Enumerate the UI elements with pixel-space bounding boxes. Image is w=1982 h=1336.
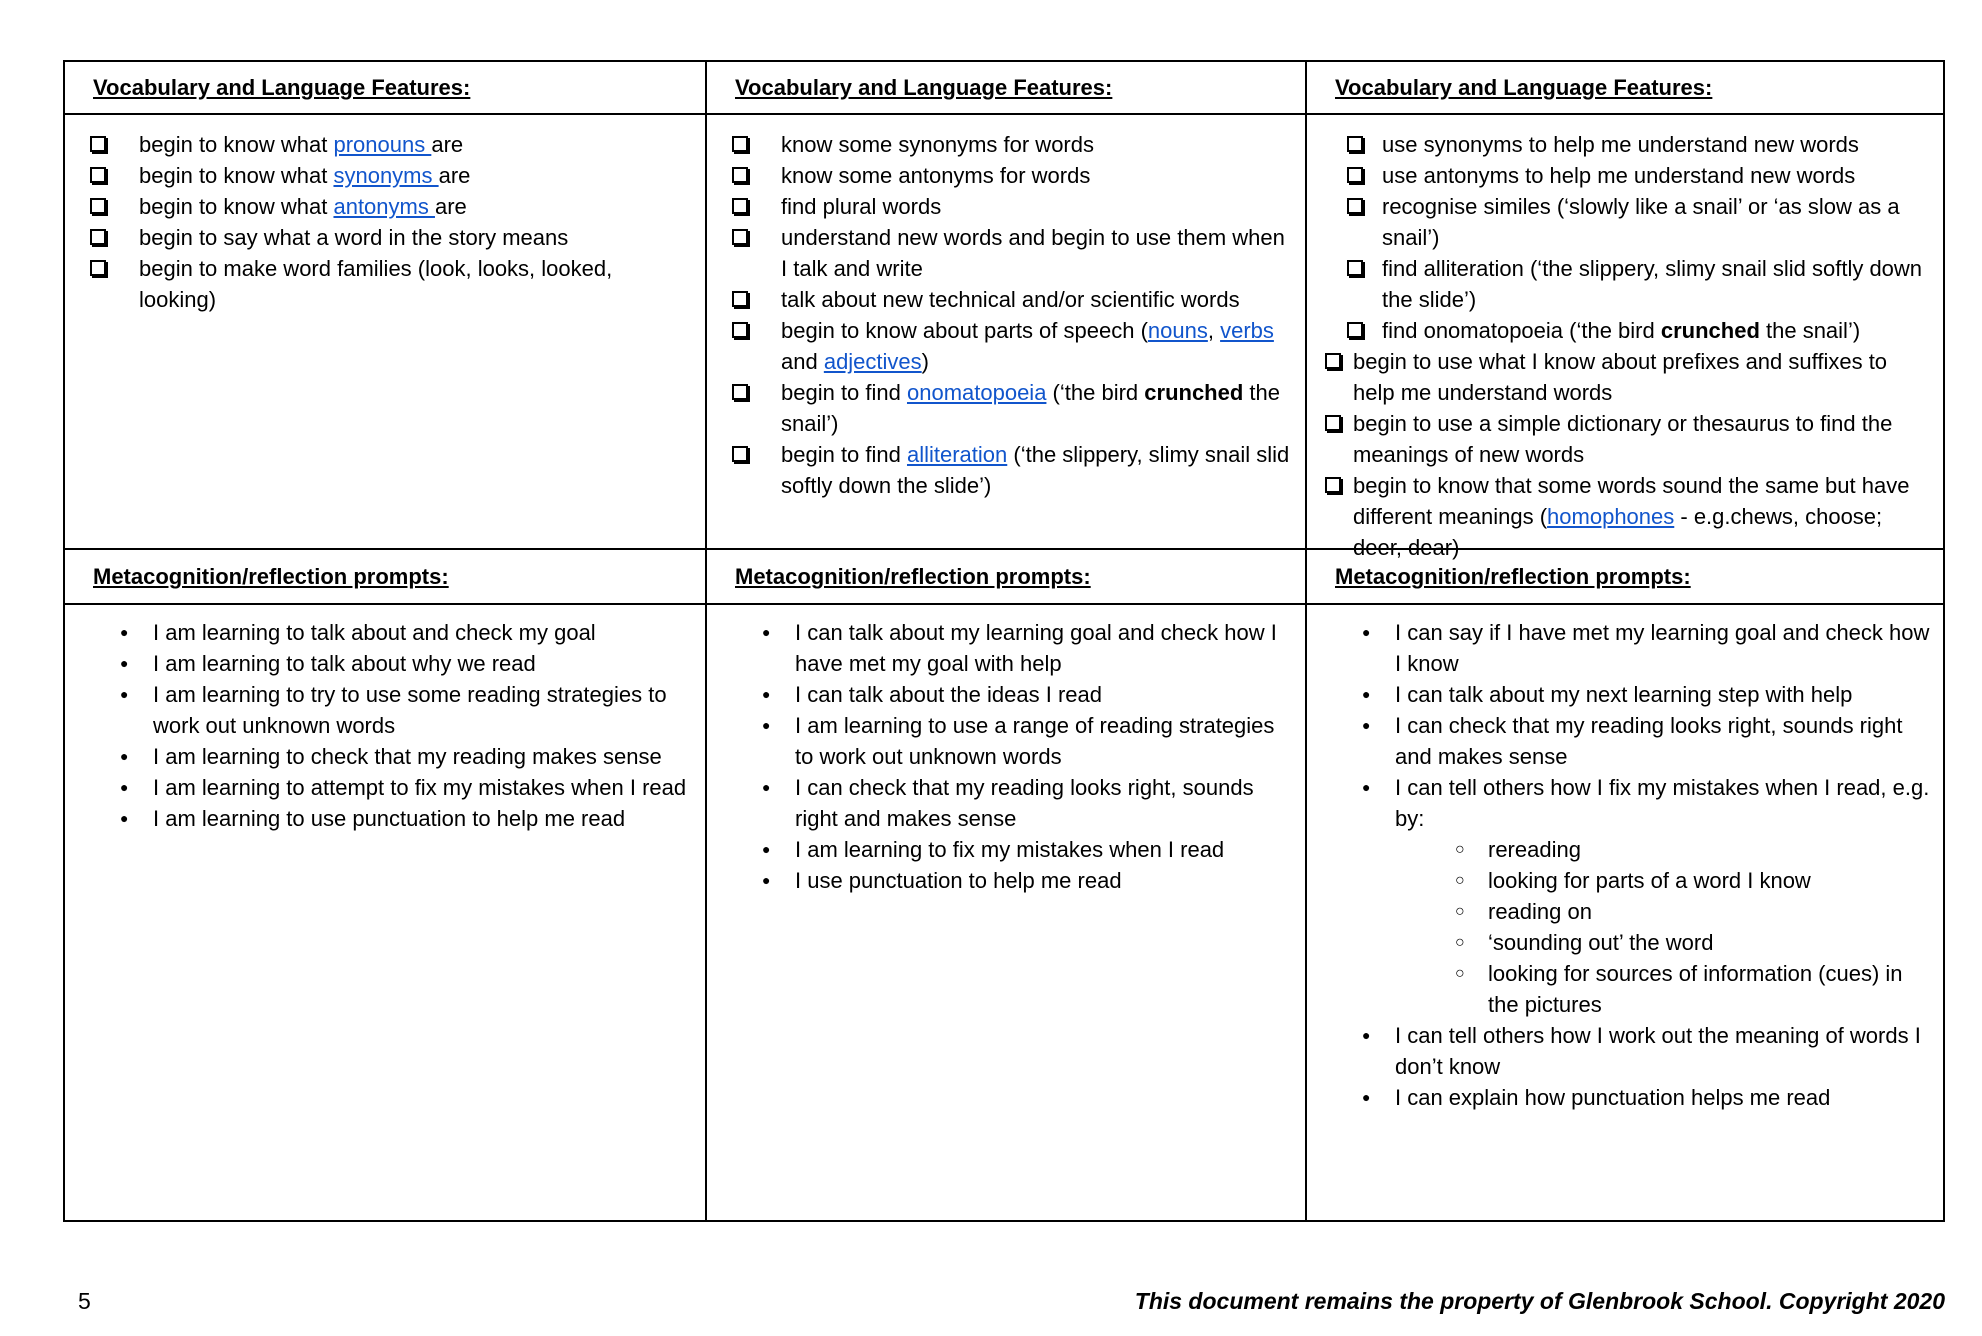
meta-header: Metacognition/reflection prompts: <box>93 564 449 589</box>
bullet-icon: ● <box>1362 717 1371 733</box>
list-item <box>707 160 1305 191</box>
list-item <box>707 679 1305 710</box>
meta-list <box>65 605 705 1220</box>
item-text: I am learning to use punctuation to help me read <box>153 806 626 831</box>
list-item <box>1307 927 1943 958</box>
bullet-icon: ● <box>1362 1027 1371 1043</box>
item-text: reading on <box>1488 899 1592 924</box>
doc-link[interactable]: adjectives <box>823 349 922 374</box>
item-text: find onomatopoeia (‘the bird crunched the snail’) <box>1382 318 1861 343</box>
doc-link[interactable]: verbs <box>1220 318 1274 343</box>
checkbox-icon <box>1347 129 1382 160</box>
list-item <box>65 803 705 834</box>
page-footer <box>78 1288 1945 1315</box>
item-text: use antonyms to help me understand new words <box>1382 163 1856 188</box>
vocab-list <box>707 115 1305 550</box>
doc-link[interactable]: alliteration <box>906 442 1008 467</box>
meta-header: Metacognition/reflection prompts: <box>1335 564 1691 589</box>
list-item <box>65 129 705 160</box>
bullet-icon: ● <box>762 779 771 795</box>
item-text: I am learning to attempt to fix my mistakes when I read <box>153 775 687 800</box>
bullet-icon: ● <box>120 810 129 826</box>
item-text: I can tell others how I fix my mistakes when I read, e.g. by: <box>1395 775 1930 831</box>
list-item <box>1307 958 1943 1020</box>
bullet-icon: ● <box>762 872 771 888</box>
list-item <box>65 253 705 315</box>
bullet-icon: ● <box>762 624 771 640</box>
list-item <box>1307 315 1943 346</box>
item-text: begin to use what I know about prefixes and suffixes to help me understand words <box>1353 349 1888 405</box>
checkbox-icon <box>1347 191 1382 253</box>
checkbox-icon <box>1347 315 1382 346</box>
item-text: I can talk about my learning goal and check how I have met my goal with help <box>795 620 1277 676</box>
meta-header-cell <box>65 550 705 605</box>
list-item <box>1307 253 1943 315</box>
vocab-header: Vocabulary and Language Features: <box>735 75 1113 100</box>
item-text: begin to say what a word in the story means <box>139 225 569 250</box>
item-text: I can check that my reading looks right, sounds right and makes sense <box>1395 713 1903 769</box>
list-item <box>65 679 705 741</box>
list-item <box>707 377 1305 439</box>
list-item <box>1307 679 1943 710</box>
checkbox-icon <box>1325 346 1353 408</box>
list-item <box>1307 346 1943 408</box>
item-text: I can explain how punctuation helps me read <box>1395 1085 1831 1110</box>
list-item <box>1307 896 1943 927</box>
doc-link[interactable]: antonyms <box>333 194 435 219</box>
list-item <box>1307 160 1943 191</box>
list-item <box>707 439 1305 501</box>
bullet-icon: ● <box>120 686 129 702</box>
item-text: begin to use a simple dictionary or thesaurus to find the meanings of new words <box>1353 411 1893 467</box>
list-item <box>1307 1020 1943 1082</box>
list-item <box>707 222 1305 284</box>
item-text: begin to find alliteration (‘the slippery, slimy snail slid softly down the slide’) <box>781 442 1290 498</box>
doc-link[interactable]: synonyms <box>333 163 439 188</box>
meta-header: Metacognition/reflection prompts: <box>735 564 1091 589</box>
item-text: find plural words <box>781 194 942 219</box>
checkbox-icon <box>90 191 139 222</box>
list-item <box>1307 129 1943 160</box>
circle-bullet-icon: ○ <box>1455 841 1465 858</box>
bullet-icon: ● <box>1362 686 1371 702</box>
list-item <box>707 129 1305 160</box>
item-text: begin to know about parts of speech (nouns, verbs and adjectives) <box>781 318 1274 374</box>
list-item <box>1307 191 1943 253</box>
checkbox-icon <box>1347 253 1382 315</box>
vocab-list <box>65 115 705 550</box>
vocab-header: Vocabulary and Language Features: <box>93 75 471 100</box>
checkbox-icon <box>732 439 781 501</box>
bullet-icon: ● <box>762 717 771 733</box>
item-text: I am learning to check that my reading makes sense <box>153 744 662 769</box>
vocab-header-cell <box>707 62 1305 115</box>
bullet-icon: ● <box>762 686 771 702</box>
item-text: looking for sources of information (cues) in the pictures <box>1488 961 1903 1017</box>
list-item <box>707 315 1305 377</box>
list-item <box>1307 408 1943 470</box>
list-item <box>1307 865 1943 896</box>
item-text: I am learning to try to use some reading strategies to work out unknown words <box>153 682 667 738</box>
item-text: I can say if I have met my learning goal and check how I know <box>1395 620 1930 676</box>
checkbox-icon <box>732 129 781 160</box>
item-text: know some antonyms for words <box>781 163 1091 188</box>
item-text: I am learning to use a range of reading strategies to work out unknown words <box>795 713 1275 769</box>
item-text: begin to know what synonyms are <box>139 163 471 188</box>
vocab-header: Vocabulary and Language Features: <box>1335 75 1713 100</box>
checkbox-icon <box>732 284 781 315</box>
meta-header-cell <box>1307 550 1943 605</box>
item-text: understand new words and begin to use them when I talk and write <box>781 225 1285 281</box>
page-number: 5 <box>78 1288 91 1314</box>
bullet-icon: ● <box>120 624 129 640</box>
circle-bullet-icon: ○ <box>1455 872 1465 889</box>
checkbox-icon <box>90 253 139 315</box>
item-text: I can talk about the ideas I read <box>795 682 1102 707</box>
item-text: talk about new technical and/or scientific words <box>781 287 1240 312</box>
checkbox-icon <box>732 315 781 377</box>
item-text: I can check that my reading looks right, sounds right and makes sense <box>795 775 1254 831</box>
item-text: begin to know what antonyms are <box>139 194 467 219</box>
checkbox-icon <box>1347 160 1382 191</box>
item-text: use synonyms to help me understand new words <box>1382 132 1859 157</box>
list-item <box>1307 1082 1943 1113</box>
checkbox-icon <box>732 191 781 222</box>
checkbox-icon <box>90 222 139 253</box>
item-text: ‘sounding out’ the word <box>1488 930 1714 955</box>
item-text: I am learning to talk about why we read <box>153 651 536 676</box>
checkbox-icon <box>732 377 781 439</box>
meta-list <box>1307 605 1943 1220</box>
item-text: I can talk about my next learning step with help <box>1395 682 1853 707</box>
circle-bullet-icon: ○ <box>1455 903 1465 920</box>
item-text: I use punctuation to help me read <box>795 868 1122 893</box>
item-text: looking for parts of a word I know <box>1488 868 1811 893</box>
list-item <box>65 772 705 803</box>
item-text: rereading <box>1488 837 1581 862</box>
checkbox-icon <box>90 129 139 160</box>
vocab-list <box>1307 115 1943 560</box>
item-text: I can tell others how I work out the meaning of words I don’t know <box>1395 1023 1921 1079</box>
footer-note: This document remains the property of Glenbrook School. Copyright 2020 <box>1134 1288 1945 1314</box>
bullet-icon: ● <box>120 748 129 764</box>
item-text: begin to make word families (look, looks, looked, looking) <box>139 256 613 312</box>
list-item <box>707 284 1305 315</box>
bullet-icon: ● <box>762 841 771 857</box>
vocab-header-cell <box>1307 62 1943 115</box>
list-item <box>1307 772 1943 834</box>
list-item <box>1307 834 1943 865</box>
doc-link[interactable]: nouns <box>1147 318 1208 343</box>
list-item <box>707 617 1305 679</box>
item-text: I am learning to talk about and check my goal <box>153 620 596 645</box>
list-item <box>65 617 705 648</box>
list-item <box>1307 617 1943 679</box>
list-item <box>65 741 705 772</box>
list-item <box>65 191 705 222</box>
checkbox-icon <box>732 160 781 191</box>
list-item <box>707 772 1305 834</box>
item-text: find alliteration (‘the slippery, slimy snail slid softly down the slide’) <box>1382 256 1923 312</box>
meta-header-cell <box>707 550 1305 605</box>
bullet-icon: ● <box>120 779 129 795</box>
checkbox-icon <box>1325 408 1353 470</box>
list-item <box>65 648 705 679</box>
item-text: begin to find onomatopoeia (‘the bird crunched the snail’) <box>781 380 1280 436</box>
list-item <box>707 191 1305 222</box>
item-text: recognise similes (‘slowly like a snail’ or ‘as slow as a snail’) <box>1382 194 1900 250</box>
meta-list <box>707 605 1305 1220</box>
circle-bullet-icon: ○ <box>1455 965 1465 982</box>
list-item <box>1307 710 1943 772</box>
column-3 <box>1305 62 1943 1220</box>
bullet-icon: ● <box>1362 624 1371 640</box>
item-text: know some synonyms for words <box>781 132 1094 157</box>
doc-link[interactable]: onomatopoeia <box>906 380 1047 405</box>
vocab-header-cell <box>65 62 705 115</box>
curriculum-table <box>63 60 1945 1222</box>
checkbox-icon <box>732 222 781 284</box>
bullet-icon: ● <box>1362 1089 1371 1105</box>
doc-link[interactable]: homophones <box>1547 504 1675 529</box>
item-text: I am learning to fix my mistakes when I read <box>795 837 1225 862</box>
column-2 <box>705 62 1305 1220</box>
list-item <box>707 834 1305 865</box>
column-1 <box>65 62 705 1220</box>
item-text: begin to know that some words sound the same but have different meanings (homophones - e.g.chews, choose; deer, dear) <box>1353 473 1910 560</box>
circle-bullet-icon: ○ <box>1455 934 1465 951</box>
list-item <box>707 710 1305 772</box>
doc-link[interactable]: pronouns <box>333 132 432 157</box>
list-item <box>65 160 705 191</box>
bullet-icon: ● <box>120 655 129 671</box>
item-text: begin to know what pronouns are <box>139 132 464 157</box>
bullet-icon: ● <box>1362 779 1371 795</box>
list-item <box>65 222 705 253</box>
list-item <box>707 865 1305 896</box>
checkbox-icon <box>90 160 139 191</box>
